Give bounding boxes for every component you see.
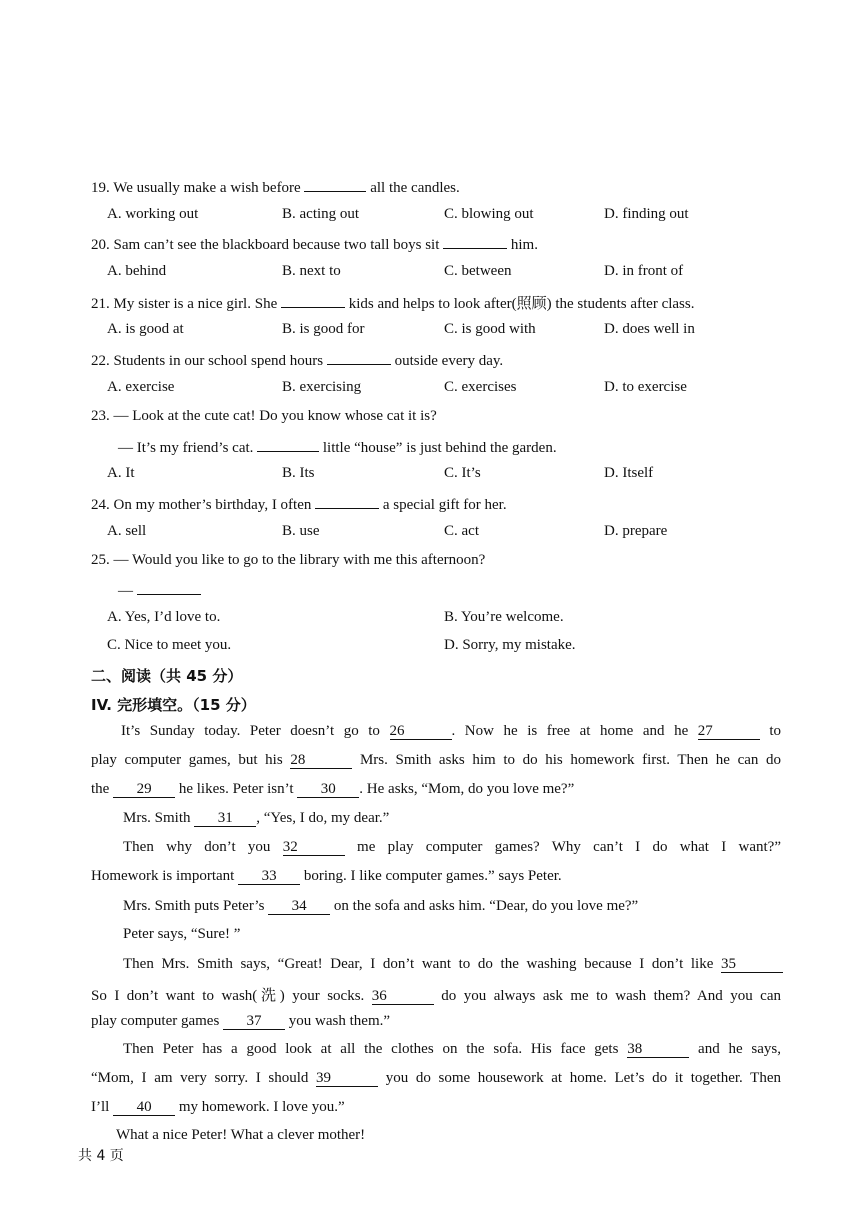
option-c[interactable]: C. Nice to meet you. [107,637,232,653]
question-22: 22. Students in our school spend hours outside every day. [91,350,503,370]
option-c[interactable]: C. blowing out [444,206,534,222]
passage-line-5: Then why don’t you 32 me play computer games? Why can’t I do what I want?” [123,839,781,855]
question-23: 23. — Look at the cute cat! Do you know whose cat it is? [91,408,437,424]
cloze-blank-36[interactable]: 36 [372,989,434,1005]
option-a[interactable]: A. exercise [107,379,175,395]
cloze-blank-39[interactable]: 39 [316,1071,378,1087]
option-c[interactable]: C. is good with [444,321,536,337]
cloze-blank-33[interactable]: 33 [238,869,300,885]
question-25: 25. — Would you like to go to the library with me this afternoon? [91,552,486,568]
section-title: 二、阅读（共 45 分） [91,667,243,685]
option-d[interactable]: D. finding out [604,206,689,222]
question-19: 19. We usually make a wish before all the candles. [91,177,460,197]
cloze-blank-35[interactable]: 35 [721,957,783,973]
cloze-blank-32[interactable]: 32 [283,840,345,856]
question-20: 20. Sam can’t see the blackboard because two tall boys sit him. [91,234,538,254]
passage-line-9: Then Mrs. Smith says, “Great! Dear, I don’t want to do the washing because I don’t like 35 [123,956,783,973]
cloze-blank-29[interactable]: 29 [113,782,175,798]
passage-line-8: Peter says, “Sure! ” [123,926,241,942]
passage-line-12: Then Peter has a good look at all the clothes on the sofa. His face gets 38 and he says, [123,1041,782,1057]
question-24: 24. On my mother’s birthday, I often a special gift for her. [91,494,507,514]
passage-line-3: the 29 he likes. Peter isn’t 30 . He asks, “Mom, do you love me?” [91,781,575,797]
answer-blank[interactable] [281,293,345,308]
passage-line-2: play computer games, but his 28 Mrs. Smith asks him to do his homework first. Then he can do [91,752,782,768]
options-23 [107,465,787,485]
passage-line-10: So I don’t want to wash(洗) your socks. 36 do you always ask me to wash them? And you can [91,988,781,1004]
options-19 [107,206,787,226]
option-b[interactable]: B. acting out [282,206,360,222]
options-24 [107,523,787,543]
question-25-reply: — [118,580,201,600]
section-subtitle: IV. 完形填空。（15 分） [91,696,256,714]
answer-blank[interactable] [315,494,379,509]
question-23-reply: — It’s my friend’s cat. little “house” is just behind the garden. [118,437,557,457]
option-c[interactable]: C. exercises [444,379,517,395]
option-b[interactable]: B. next to [282,263,341,279]
passage-line-4: Mrs. Smith 31 , “Yes, I do, my dear.” [123,810,390,826]
cloze-blank-31[interactable]: 31 [194,811,256,827]
option-d[interactable]: D. Itself [604,465,654,481]
cloze-blank-37[interactable]: 37 [223,1014,285,1030]
options-25-row1 [107,609,787,629]
answer-blank[interactable] [443,234,507,249]
options-20 [107,263,787,283]
option-a[interactable]: A. working out [107,206,199,222]
question-21: 21. My sister is a nice girl. She kids and helps to look after(照顾) the students after class. [91,292,694,313]
passage-line-15: What a nice Peter! What a clever mother! [116,1127,366,1143]
cloze-blank-34[interactable]: 34 [268,899,330,915]
page-footer: 共 4 页 [78,1148,124,1164]
answer-blank[interactable] [304,177,366,192]
option-d[interactable]: D. prepare [604,523,668,539]
passage-line-7: Mrs. Smith puts Peter’s 34 on the sofa and asks him. “Dear, do you love me?” [123,898,639,914]
option-b[interactable]: B. is good for [282,321,365,337]
options-22 [107,379,787,399]
option-b[interactable]: B. Its [282,465,315,481]
passage-line-6: Homework is important 33 boring. I like computer games.” says Peter. [91,868,562,884]
cloze-blank-26[interactable]: 26 [390,724,452,740]
passage-line-14: I’ll 40 my homework. I love you.” [91,1099,345,1115]
cloze-blank-40[interactable]: 40 [113,1100,175,1116]
cloze-blank-30[interactable]: 30 [297,782,359,798]
option-d[interactable]: D. does well in [604,321,695,337]
option-d[interactable]: D. in front of [604,263,684,279]
option-a[interactable]: A. Yes, I’d love to. [107,609,221,625]
option-d[interactable]: D. Sorry, my mistake. [444,637,576,653]
cloze-blank-38[interactable]: 38 [627,1042,689,1058]
passage-line-1: It’s Sunday today. Peter doesn’t go to 26 . Now he is free at home and he 27 to [121,723,782,739]
option-c[interactable]: C. between [444,263,512,279]
passage-line-11: play computer games 37 you wash them.” [91,1013,391,1029]
cloze-blank-28[interactable]: 28 [290,753,352,769]
option-a[interactable]: A. behind [107,263,167,279]
option-a[interactable]: A. is good at [107,321,184,337]
option-c[interactable]: C. act [444,523,479,539]
option-d[interactable]: D. to exercise [604,379,687,395]
option-c[interactable]: C. It’s [444,465,481,481]
answer-blank[interactable] [257,437,319,452]
option-b[interactable]: B. exercising [282,379,362,395]
option-a[interactable]: A. sell [107,523,147,539]
answer-blank[interactable] [137,580,201,595]
option-b[interactable]: B. You’re welcome. [444,609,564,625]
options-25-row2 [107,637,787,657]
option-a[interactable]: A. It [107,465,135,481]
option-b[interactable]: B. use [282,523,320,539]
options-21 [107,321,787,341]
passage-line-13: “Mom, I am very sorry. I should 39 you do some housework at home. Let’s do it together. Then [91,1070,781,1086]
answer-blank[interactable] [327,350,391,365]
cloze-blank-27[interactable]: 27 [698,724,760,740]
